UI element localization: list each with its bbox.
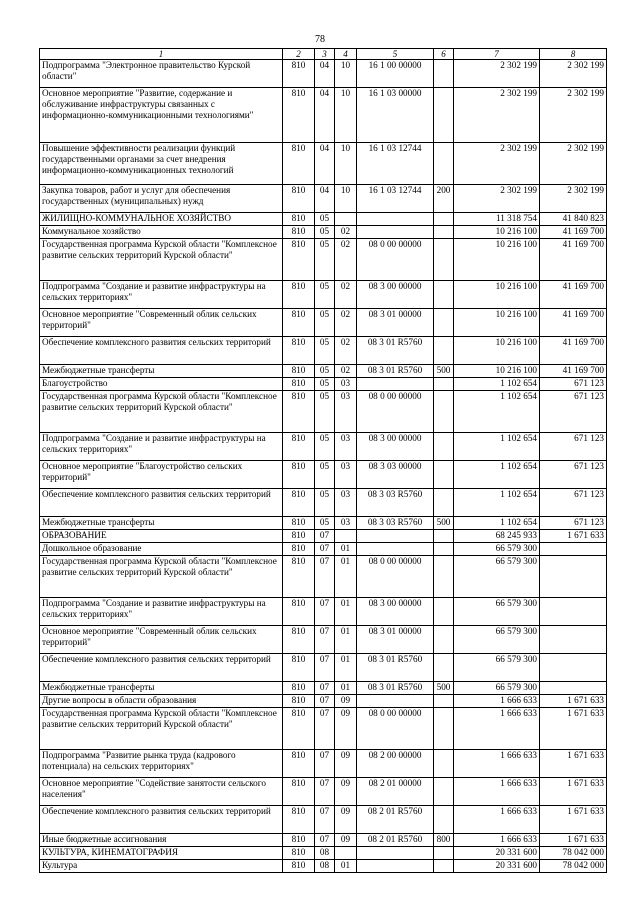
row-name: Культура — [40, 860, 283, 873]
col-target-item — [357, 213, 434, 226]
col-amount-2: 41 840 823 — [540, 213, 607, 226]
col-target-item: 08 2 01 00000 — [357, 778, 434, 806]
table-row — [40, 461, 607, 489]
col-target-item: 08 3 00 00000 — [357, 433, 434, 461]
col-expense-type: 500 — [434, 682, 454, 695]
col-amount-1: 1 102 654 — [454, 517, 540, 530]
col-ministry: 810 — [283, 281, 315, 309]
col-target-item: 08 3 03 R5760 — [357, 489, 434, 517]
header-cell: 1 — [40, 49, 283, 60]
col-amount-2 — [540, 543, 607, 556]
col-section: 07 — [315, 654, 335, 682]
col-subsection: 01 — [335, 556, 357, 598]
col-target-item — [357, 847, 434, 860]
col-amount-2 — [540, 626, 607, 654]
col-subsection: 10 — [335, 60, 357, 88]
col-amount-1: 2 302 199 — [454, 60, 540, 88]
row-name: Обеспечение комплексного развития сельских территорий — [40, 806, 283, 834]
col-subsection: 02 — [335, 281, 357, 309]
row-name: Коммунальное хозяйство — [40, 226, 283, 239]
col-ministry: 810 — [283, 337, 315, 365]
col-ministry: 810 — [283, 543, 315, 556]
col-ministry: 810 — [283, 517, 315, 530]
table-row — [40, 626, 607, 654]
col-section: 07 — [315, 695, 335, 708]
col-amount-2: 671 123 — [540, 391, 607, 433]
col-section: 07 — [315, 556, 335, 598]
col-ministry: 810 — [283, 860, 315, 873]
col-subsection: 01 — [335, 682, 357, 695]
col-ministry: 810 — [283, 226, 315, 239]
col-target-item: 08 3 01 R5760 — [357, 682, 434, 695]
col-expense-type: 500 — [434, 517, 454, 530]
col-amount-1: 20 331 600 — [454, 860, 540, 873]
row-name: Подпрограмма "Электронное правительство Курской области" — [40, 60, 283, 88]
col-subsection: 10 — [335, 143, 357, 185]
col-amount-2: 1 671 633 — [540, 806, 607, 834]
row-name: ЖИЛИЩНО-КОММУНАЛЬНОЕ ХОЗЯЙСТВО — [40, 213, 283, 226]
col-expense-type — [434, 433, 454, 461]
table-row — [40, 185, 607, 213]
row-name: Подпрограмма "Создание и развитие инфраструктуры на сельских территориях" — [40, 433, 283, 461]
col-amount-2: 671 123 — [540, 378, 607, 391]
col-section: 05 — [315, 213, 335, 226]
row-name: Иные бюджетные ассигнования — [40, 834, 283, 847]
col-subsection: 01 — [335, 598, 357, 626]
col-section: 05 — [315, 433, 335, 461]
col-section: 05 — [315, 239, 335, 281]
col-amount-1: 1 666 633 — [454, 806, 540, 834]
col-target-item: 08 3 03 R5760 — [357, 517, 434, 530]
col-subsection: 03 — [335, 517, 357, 530]
col-target-item: 08 3 01 R5760 — [357, 365, 434, 378]
col-expense-type — [434, 143, 454, 185]
col-ministry: 810 — [283, 239, 315, 281]
row-name: Другие вопросы в области образования — [40, 695, 283, 708]
col-amount-2: 1 671 633 — [540, 708, 607, 750]
col-subsection: 09 — [335, 778, 357, 806]
col-ministry: 810 — [283, 60, 315, 88]
col-ministry: 810 — [283, 708, 315, 750]
col-amount-1: 20 331 600 — [454, 847, 540, 860]
table-row — [40, 708, 607, 750]
table-row — [40, 391, 607, 433]
col-expense-type — [434, 378, 454, 391]
col-ministry: 810 — [283, 365, 315, 378]
table-row — [40, 60, 607, 88]
col-amount-1: 2 302 199 — [454, 143, 540, 185]
header-cell: 2 — [283, 49, 315, 60]
col-expense-type — [434, 489, 454, 517]
row-name: Дошкольное образование — [40, 543, 283, 556]
col-amount-1: 1 666 633 — [454, 750, 540, 778]
col-section: 07 — [315, 543, 335, 556]
row-name: Межбюджетные трансферты — [40, 682, 283, 695]
row-name: Повышение эффективности реализации функций государственными органами за счет внедрения информационно-коммуникационных технологий — [40, 143, 283, 185]
col-expense-type — [434, 337, 454, 365]
col-subsection: 02 — [335, 226, 357, 239]
col-subsection: 03 — [335, 489, 357, 517]
col-expense-type — [434, 654, 454, 682]
col-target-item — [357, 530, 434, 543]
col-target-item: 08 3 03 00000 — [357, 461, 434, 489]
col-ministry: 810 — [283, 654, 315, 682]
col-amount-2 — [540, 682, 607, 695]
col-amount-2 — [540, 556, 607, 598]
col-amount-2: 671 123 — [540, 489, 607, 517]
col-amount-2: 78 042 000 — [540, 847, 607, 860]
col-amount-1: 10 216 100 — [454, 337, 540, 365]
col-subsection: 09 — [335, 695, 357, 708]
col-expense-type: 500 — [434, 365, 454, 378]
table-row — [40, 834, 607, 847]
col-amount-2: 41 169 700 — [540, 226, 607, 239]
header-cell: 6 — [434, 49, 454, 60]
col-target-item — [357, 543, 434, 556]
col-expense-type — [434, 461, 454, 489]
col-amount-2 — [540, 654, 607, 682]
col-ministry: 810 — [283, 750, 315, 778]
col-section: 07 — [315, 806, 335, 834]
row-name: КУЛЬТУРА, КИНЕМАТОГРАФИЯ — [40, 847, 283, 860]
col-ministry: 810 — [283, 88, 315, 143]
col-ministry: 810 — [283, 626, 315, 654]
col-subsection: 03 — [335, 378, 357, 391]
table-row — [40, 847, 607, 860]
col-amount-2 — [540, 598, 607, 626]
col-amount-1: 1 102 654 — [454, 433, 540, 461]
col-section: 07 — [315, 750, 335, 778]
header-cell: 8 — [540, 49, 607, 60]
col-expense-type — [434, 778, 454, 806]
col-section: 08 — [315, 860, 335, 873]
header-cell: 5 — [357, 49, 434, 60]
col-subsection: 02 — [335, 239, 357, 281]
col-amount-1: 68 245 933 — [454, 530, 540, 543]
col-amount-1: 10 216 100 — [454, 226, 540, 239]
col-section: 07 — [315, 598, 335, 626]
col-ministry: 810 — [283, 847, 315, 860]
col-expense-type — [434, 391, 454, 433]
col-target-item: 16 1 00 00000 — [357, 60, 434, 88]
col-expense-type — [434, 750, 454, 778]
col-section: 07 — [315, 834, 335, 847]
col-amount-2: 41 169 700 — [540, 309, 607, 337]
row-name: Закупка товаров, работ и услуг для обеспечения государственных (муниципальных) нужд — [40, 185, 283, 213]
col-amount-2: 41 169 700 — [540, 365, 607, 378]
col-section: 05 — [315, 309, 335, 337]
row-name: Государственная программа Курской области "Комплексное развитие сельских территорий Курской области" — [40, 239, 283, 281]
col-target-item: 08 2 01 R5760 — [357, 806, 434, 834]
row-name: Основное мероприятие "Содействие занятости сельского населения" — [40, 778, 283, 806]
col-amount-2: 78 042 000 — [540, 860, 607, 873]
col-subsection: 09 — [335, 750, 357, 778]
table-row — [40, 88, 607, 143]
row-name: Основное мероприятие "Благоустройство сельских территорий" — [40, 461, 283, 489]
col-target-item: 08 0 00 00000 — [357, 708, 434, 750]
col-amount-2: 1 671 633 — [540, 695, 607, 708]
table-row — [40, 378, 607, 391]
col-ministry: 810 — [283, 778, 315, 806]
col-amount-1: 1 102 654 — [454, 378, 540, 391]
col-subsection: 09 — [335, 708, 357, 750]
col-ministry: 810 — [283, 378, 315, 391]
col-amount-1: 11 318 754 — [454, 213, 540, 226]
row-name: Основное мероприятие "Современный облик сельских территорий" — [40, 309, 283, 337]
col-amount-1: 1 666 633 — [454, 778, 540, 806]
table-row — [40, 517, 607, 530]
table-row — [40, 143, 607, 185]
col-section: 04 — [315, 60, 335, 88]
col-expense-type — [434, 239, 454, 281]
col-ministry: 810 — [283, 309, 315, 337]
col-expense-type — [434, 281, 454, 309]
col-amount-1: 66 579 300 — [454, 556, 540, 598]
col-target-item: 08 0 00 00000 — [357, 391, 434, 433]
col-amount-1: 2 302 199 — [454, 185, 540, 213]
col-ministry: 810 — [283, 391, 315, 433]
col-amount-2: 41 169 700 — [540, 281, 607, 309]
row-name: Подпрограмма "Создание и развитие инфраструктуры на сельских территориях" — [40, 598, 283, 626]
col-ministry: 810 — [283, 695, 315, 708]
col-subsection — [335, 530, 357, 543]
col-section: 05 — [315, 281, 335, 309]
col-expense-type — [434, 806, 454, 834]
col-expense-type — [434, 847, 454, 860]
header-cell: 7 — [454, 49, 540, 60]
col-target-item: 08 3 00 00000 — [357, 598, 434, 626]
col-subsection: 09 — [335, 806, 357, 834]
budget-table — [39, 48, 607, 873]
row-name: Межбюджетные трансферты — [40, 365, 283, 378]
col-amount-2: 1 671 633 — [540, 778, 607, 806]
table-row — [40, 337, 607, 365]
col-expense-type — [434, 543, 454, 556]
col-target-item: 08 2 00 00000 — [357, 750, 434, 778]
col-amount-2: 41 169 700 — [540, 337, 607, 365]
row-name: Межбюджетные трансферты — [40, 517, 283, 530]
col-expense-type — [434, 598, 454, 626]
col-section: 07 — [315, 530, 335, 543]
col-section: 05 — [315, 391, 335, 433]
col-section: 04 — [315, 88, 335, 143]
col-amount-1: 2 302 199 — [454, 88, 540, 143]
table-row — [40, 860, 607, 873]
row-name: Обеспечение комплексного развития сельских территорий — [40, 489, 283, 517]
col-target-item — [357, 226, 434, 239]
col-expense-type — [434, 213, 454, 226]
row-name: Благоустройство — [40, 378, 283, 391]
col-subsection: 01 — [335, 626, 357, 654]
col-section: 04 — [315, 143, 335, 185]
col-section: 04 — [315, 185, 335, 213]
col-section: 05 — [315, 337, 335, 365]
col-subsection: 01 — [335, 654, 357, 682]
col-amount-2: 2 302 199 — [540, 88, 607, 143]
row-name: ОБРАЗОВАНИЕ — [40, 530, 283, 543]
col-ministry: 810 — [283, 834, 315, 847]
table-header-row — [40, 49, 607, 60]
col-target-item: 08 3 01 00000 — [357, 309, 434, 337]
col-amount-1: 10 216 100 — [454, 365, 540, 378]
col-target-item: 08 3 01 R5760 — [357, 337, 434, 365]
col-expense-type — [434, 226, 454, 239]
col-expense-type — [434, 309, 454, 337]
col-expense-type — [434, 88, 454, 143]
col-ministry: 810 — [283, 530, 315, 543]
col-section: 07 — [315, 682, 335, 695]
col-amount-1: 1 666 633 — [454, 708, 540, 750]
col-expense-type: 200 — [434, 185, 454, 213]
col-subsection: 01 — [335, 860, 357, 873]
col-section: 07 — [315, 626, 335, 654]
row-name: Основное мероприятие "Развитие, содержание и обслуживание инфраструктуры связанных с информационно-коммуникационными технологиями" — [40, 88, 283, 143]
header-cell: 4 — [335, 49, 357, 60]
col-ministry: 810 — [283, 185, 315, 213]
col-amount-1: 10 216 100 — [454, 309, 540, 337]
col-amount-1: 1 102 654 — [454, 489, 540, 517]
row-name: Государственная программа Курской области "Комплексное развитие сельских территорий Курской области" — [40, 556, 283, 598]
col-section: 07 — [315, 708, 335, 750]
col-target-item — [357, 695, 434, 708]
col-target-item: 08 3 01 R5760 — [357, 654, 434, 682]
col-amount-1: 66 579 300 — [454, 626, 540, 654]
table-row — [40, 213, 607, 226]
row-name: Подпрограмма "Развитие рынка труда (кадрового потенциала) на сельских территориях" — [40, 750, 283, 778]
col-section: 05 — [315, 226, 335, 239]
col-target-item: 16 1 03 00000 — [357, 88, 434, 143]
page-number: 78 — [315, 34, 325, 45]
col-target-item — [357, 378, 434, 391]
col-expense-type — [434, 708, 454, 750]
col-subsection: 10 — [335, 88, 357, 143]
col-amount-1: 1 666 633 — [454, 695, 540, 708]
row-name: Основное мероприятие "Современный облик сельских территорий" — [40, 626, 283, 654]
col-amount-2: 2 302 199 — [540, 185, 607, 213]
col-ministry: 810 — [283, 433, 315, 461]
col-subsection: 03 — [335, 433, 357, 461]
table-row — [40, 598, 607, 626]
row-name: Обеспечение комплексного развития сельских территорий — [40, 654, 283, 682]
col-ministry: 810 — [283, 682, 315, 695]
col-amount-1: 66 579 300 — [454, 654, 540, 682]
col-target-item: 08 3 00 00000 — [357, 281, 434, 309]
col-target-item: 08 0 00 00000 — [357, 239, 434, 281]
col-expense-type — [434, 695, 454, 708]
col-subsection: 01 — [335, 543, 357, 556]
table-row — [40, 239, 607, 281]
col-amount-1: 1 102 654 — [454, 391, 540, 433]
table-row — [40, 556, 607, 598]
col-expense-type — [434, 60, 454, 88]
col-target-item: 16 1 03 12744 — [357, 185, 434, 213]
col-amount-2: 2 302 199 — [540, 60, 607, 88]
col-amount-2: 1 671 633 — [540, 750, 607, 778]
col-amount-2: 1 671 633 — [540, 834, 607, 847]
col-amount-1: 10 216 100 — [454, 239, 540, 281]
col-subsection: 09 — [335, 834, 357, 847]
table-row — [40, 433, 607, 461]
col-amount-1: 1 666 633 — [454, 834, 540, 847]
col-subsection: 02 — [335, 365, 357, 378]
col-ministry: 810 — [283, 556, 315, 598]
row-name: Подпрограмма "Создание и развитие инфраструктуры на сельских территориях" — [40, 281, 283, 309]
col-section: 05 — [315, 378, 335, 391]
col-subsection: 02 — [335, 337, 357, 365]
col-expense-type — [434, 556, 454, 598]
table-row — [40, 750, 607, 778]
row-name: Государственная программа Курской области "Комплексное развитие сельских территорий Курской области" — [40, 391, 283, 433]
col-subsection: 03 — [335, 391, 357, 433]
col-target-item: 16 1 03 12744 — [357, 143, 434, 185]
col-target-item: 08 2 01 R5760 — [357, 834, 434, 847]
col-amount-2: 41 169 700 — [540, 239, 607, 281]
col-subsection: 03 — [335, 461, 357, 489]
col-subsection — [335, 213, 357, 226]
col-ministry: 810 — [283, 461, 315, 489]
col-ministry: 810 — [283, 143, 315, 185]
col-target-item: 08 0 00 00000 — [357, 556, 434, 598]
col-expense-type — [434, 860, 454, 873]
col-subsection: 10 — [335, 185, 357, 213]
col-ministry: 810 — [283, 806, 315, 834]
table-row — [40, 281, 607, 309]
table-row — [40, 654, 607, 682]
col-amount-1: 1 102 654 — [454, 461, 540, 489]
col-amount-2: 2 302 199 — [540, 143, 607, 185]
col-target-item — [357, 860, 434, 873]
col-subsection: 02 — [335, 309, 357, 337]
col-section: 05 — [315, 489, 335, 517]
row-name: Государственная программа Курской области "Комплексное развитие сельских территорий Курской области" — [40, 708, 283, 750]
col-expense-type — [434, 626, 454, 654]
col-target-item: 08 3 01 00000 — [357, 626, 434, 654]
col-expense-type — [434, 530, 454, 543]
col-ministry: 810 — [283, 489, 315, 517]
table-row — [40, 543, 607, 556]
col-amount-2: 671 123 — [540, 517, 607, 530]
col-amount-2: 1 671 633 — [540, 530, 607, 543]
table-row — [40, 489, 607, 517]
col-section: 05 — [315, 461, 335, 489]
col-section: 07 — [315, 778, 335, 806]
col-subsection — [335, 847, 357, 860]
table-row — [40, 806, 607, 834]
row-name: Обеспечение комплексного развития сельских территорий — [40, 337, 283, 365]
table-row — [40, 530, 607, 543]
col-section: 05 — [315, 517, 335, 530]
col-amount-2: 671 123 — [540, 461, 607, 489]
table-row — [40, 695, 607, 708]
col-expense-type: 800 — [434, 834, 454, 847]
col-ministry: 810 — [283, 213, 315, 226]
table-row — [40, 309, 607, 337]
col-amount-1: 66 579 300 — [454, 682, 540, 695]
col-amount-1: 10 216 100 — [454, 281, 540, 309]
table-row — [40, 226, 607, 239]
col-ministry: 810 — [283, 598, 315, 626]
table-row — [40, 682, 607, 695]
col-section: 05 — [315, 365, 335, 378]
col-amount-1: 66 579 300 — [454, 543, 540, 556]
header-cell: 3 — [315, 49, 335, 60]
col-section: 08 — [315, 847, 335, 860]
table-row — [40, 778, 607, 806]
col-amount-2: 671 123 — [540, 433, 607, 461]
table-row — [40, 365, 607, 378]
col-amount-1: 66 579 300 — [454, 598, 540, 626]
